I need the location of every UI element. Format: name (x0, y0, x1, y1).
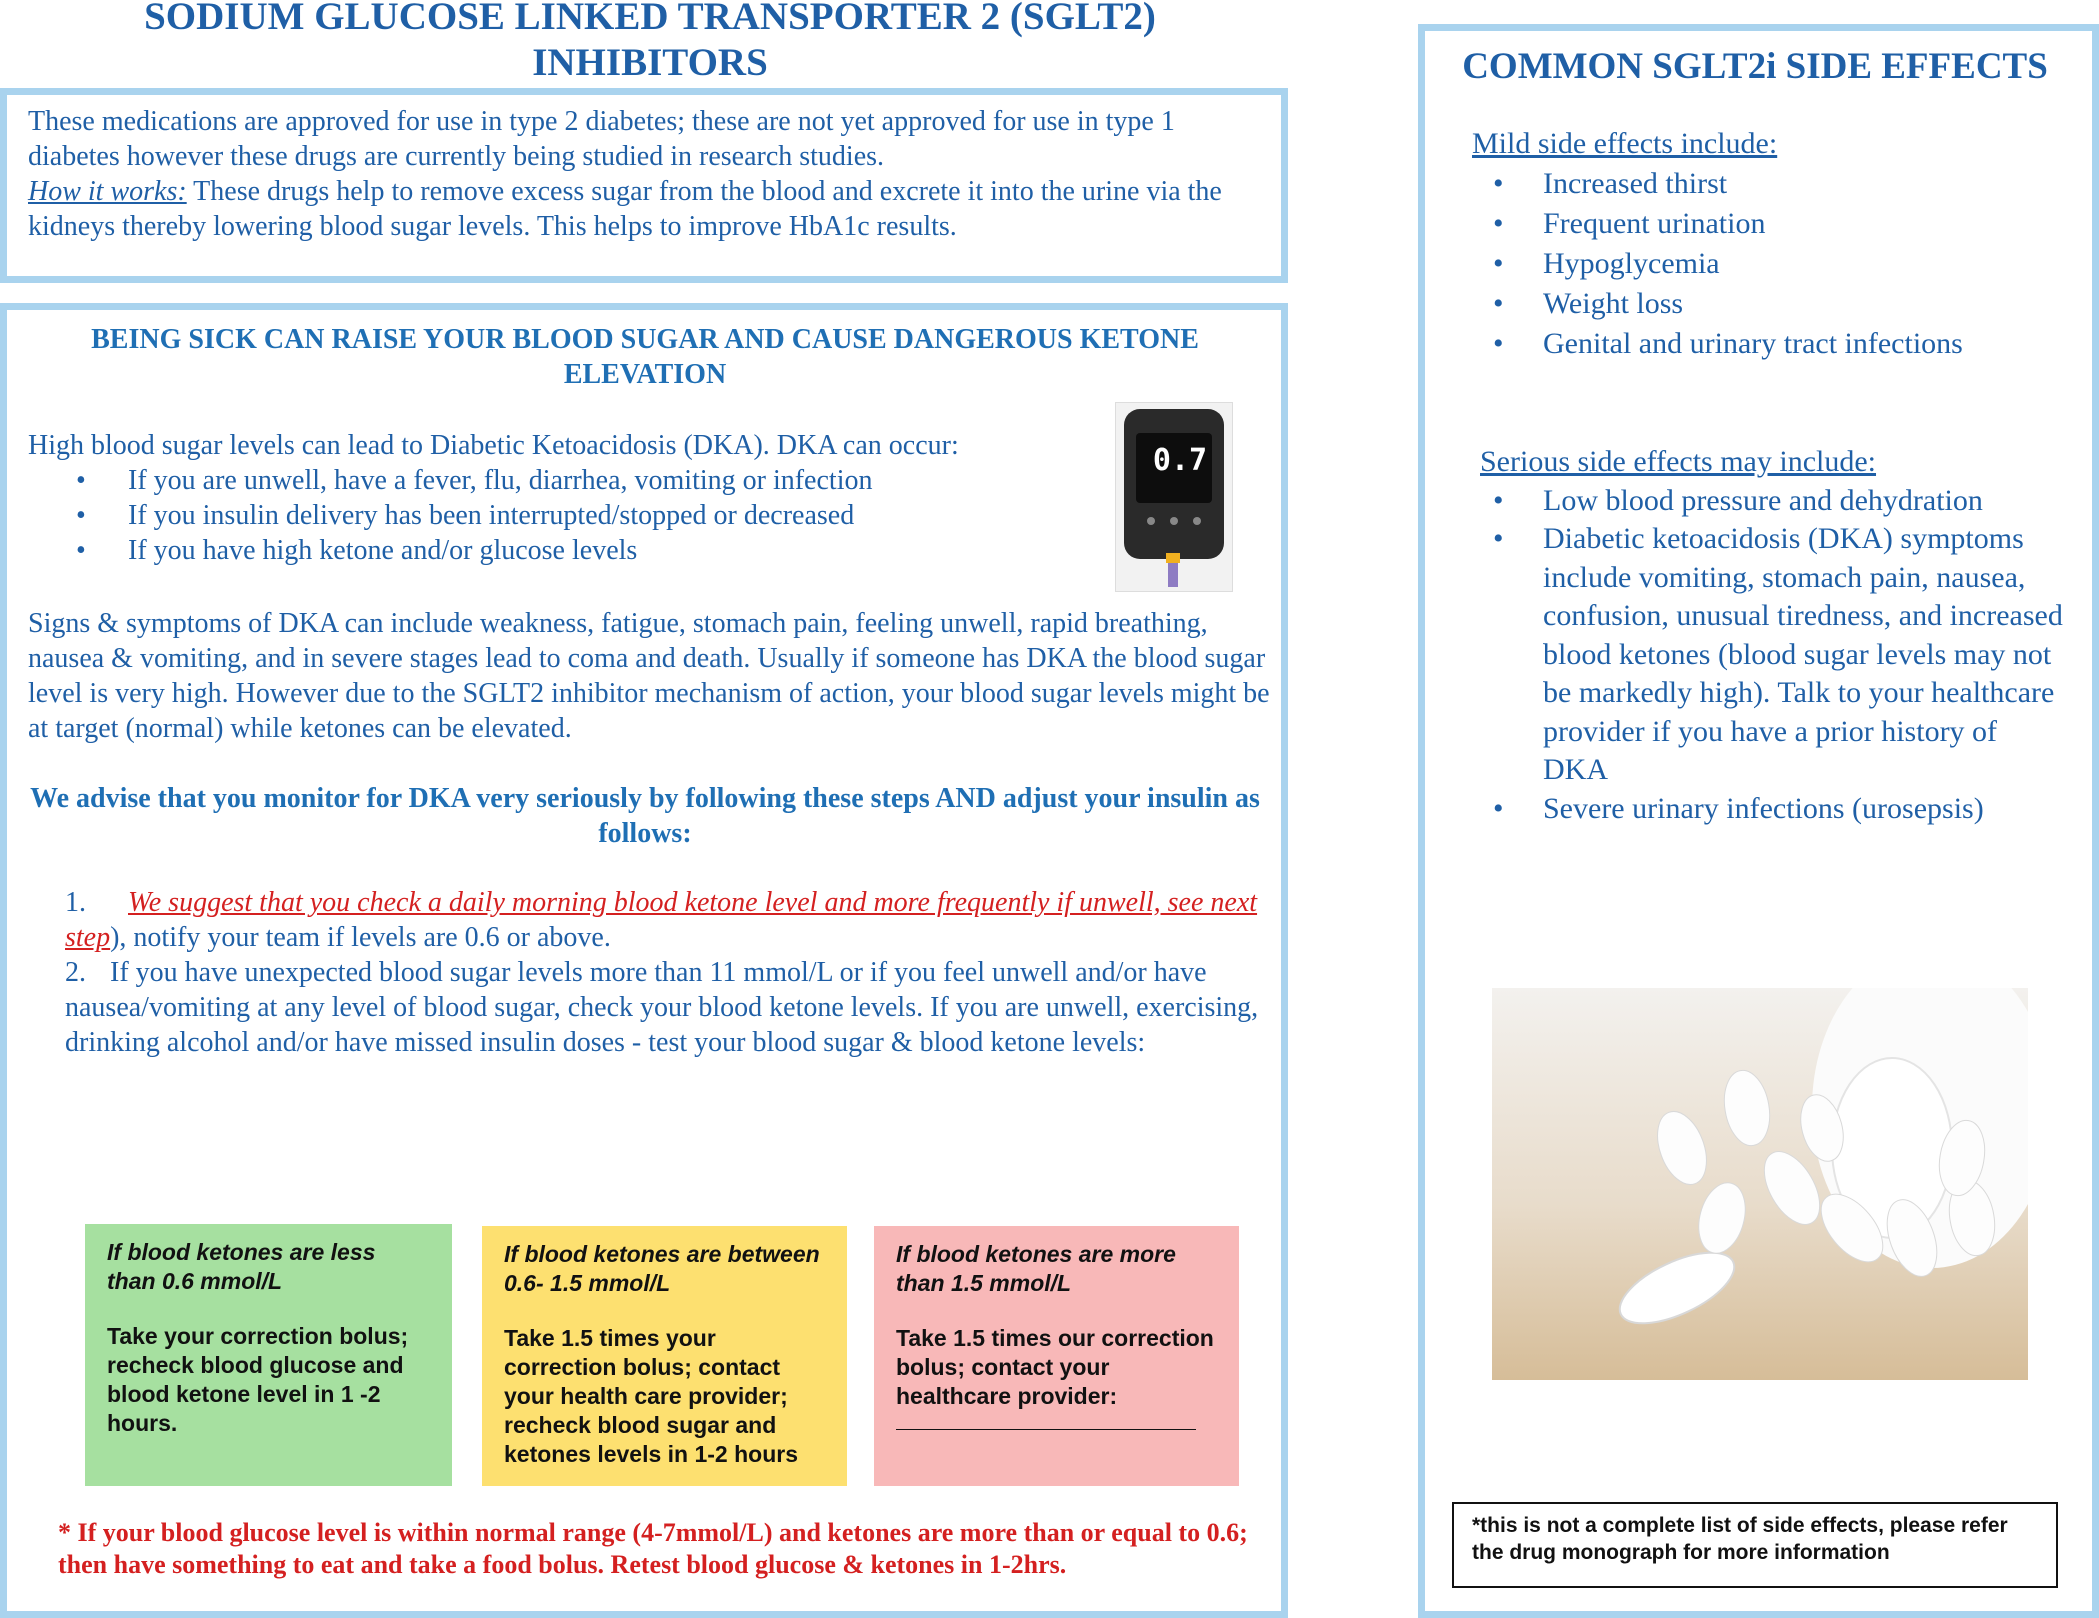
serious-side-effects (1448, 443, 2068, 828)
mild-side-effects (1448, 124, 2068, 364)
provider-blank-line (896, 1429, 1196, 1430)
pills-image (1492, 988, 2028, 1380)
sick-day-heading: BEING SICK CAN RAISE YOUR BLOOD SUGAR AND CAUSE DANGEROUS KETONE ELEVATION (91, 324, 1199, 390)
footnote: * If your blood glucose level is within normal range (4-7mmol/L) and ketones are more than or equal to 0.6; then have something to eat and take a food bolus. Retest blood glucose & ketones in 1-2hrs. (58, 1518, 1248, 1579)
list-item: • Frequent urination (1448, 204, 2068, 244)
list-item: • Weight loss (1448, 284, 2068, 324)
glucose-meter-icon (1116, 403, 1232, 591)
step-1: 1. We suggest that you check a daily morning blood ketone level and more frequently if unwell, see next step), notify your team if levels are 0.6 or above. (65, 887, 1258, 953)
dka-causes-list (28, 463, 1088, 568)
ketone-box-mid: If blood ketones are between 0.6- 1.5 mmol/L Take 1.5 times your correction bolus; contact your health care provider; recheck blood sugar and ketones levels in 1-2 hours (482, 1226, 847, 1486)
list-item: • Low blood pressure and dehydration (1448, 482, 2068, 521)
how-it-works-label: How it works: (28, 176, 187, 207)
list-item: • Hypoglycemia (1448, 244, 2068, 284)
mild-heading: Mild side effects include: (1472, 127, 1778, 160)
advise-heading: We advise that you monitor for DKA very seriously by following these steps AND adjust your insulin as follows: (30, 783, 1260, 849)
list-item: • If you insulin delivery has been interrupted/stopped or decreased (28, 498, 1088, 533)
meter-reading: 0.7 (1152, 443, 1208, 478)
ketone-box-low: If blood ketones are less than 0.6 mmol/L Take your correction bolus; recheck blood glucose and blood ketone level in 1 -2 hours. (85, 1224, 452, 1486)
glucose-meter-image (1115, 402, 1233, 592)
dka-section: High blood sugar levels can lead to Diabetic Ketoacidosis (DKA). DKA can occur: • If you are unwell, have a fever, flu, diarrhea, vomiting or infection • If you insulin delivery has been interrupted/stopped or decreased • If you have high ketone and/or glucose levels (28, 428, 1088, 568)
pill-bottle-icon (1492, 988, 2028, 1380)
list-item: • Increased thirst (1448, 164, 2068, 204)
dka-signs-text: Signs & symptoms of DKA can include weakness, fatigue, stomach pain, feeling unwell, rapid breathing, nausea & vomiting, and in severe stages lead to coma and death. Usually if someone has DKA the blood sugar level is very high. However due to the SGLT2 inhibitor mechanism of action, your blood sugar levels might be at target (normal) while ketones can be elevated. (28, 608, 1270, 744)
serious-list (1448, 482, 2068, 829)
list-item: • Severe urinary infections (urosepsis) (1448, 790, 2068, 829)
mild-list (1448, 164, 2068, 364)
ketone-box-high: If blood ketones are more than 1.5 mmol/L Take 1.5 times our correction bolus; contact your healthcare provider: (874, 1226, 1239, 1486)
list-item: • Genital and urinary tract infections (1448, 324, 2068, 364)
list-item: • If you are unwell, have a fever, flu, diarrhea, vomiting or infection (28, 463, 1088, 498)
step-2: 2. If you have unexpected blood sugar levels more than 11 mmol/L or if you feel unwell and/or have nausea/vomiting at any level of blood sugar, check your blood ketone levels. If you are unwell, exercising, drinking alcohol and/or have missed insulin doses - test your blood sugar & blood ketone levels: (65, 957, 1259, 1058)
list-item: • Diabetic ketoacidosis (DKA) symptoms include vomiting, stomach pain, nausea, confusion, unusual tiredness, and increased blood ketones (blood sugar levels may not be markedly high). Talk to your healthcare provider if you have a prior history of DKA (1448, 520, 2068, 790)
intro-text: These medications are approved for use in type 2 diabetes; these are not yet approved for use in type 1 diabetes however these drugs are currently being studied in research studies. How it works: These drugs help to remove excess sugar from the blood and excrete it into the urine via the kidneys thereby lowering blood sugar levels. This helps to improve HbA1c results. (28, 106, 1222, 242)
side-effects-title: COMMON SGLT2i SIDE EFFECTS (1462, 46, 2048, 87)
list-item: • If you have high ketone and/or glucose levels (28, 533, 1088, 568)
serious-heading: Serious side effects may include: (1480, 445, 1877, 478)
page-title: SODIUM GLUCOSE LINKED TRANSPORTER 2 (SGLT2) INHIBITORS (144, 0, 1156, 84)
disclaimer-note: *this is not a complete list of side effects, please refer the drug monograph for more information (1452, 1502, 2058, 1588)
steps-list (65, 885, 1275, 1060)
